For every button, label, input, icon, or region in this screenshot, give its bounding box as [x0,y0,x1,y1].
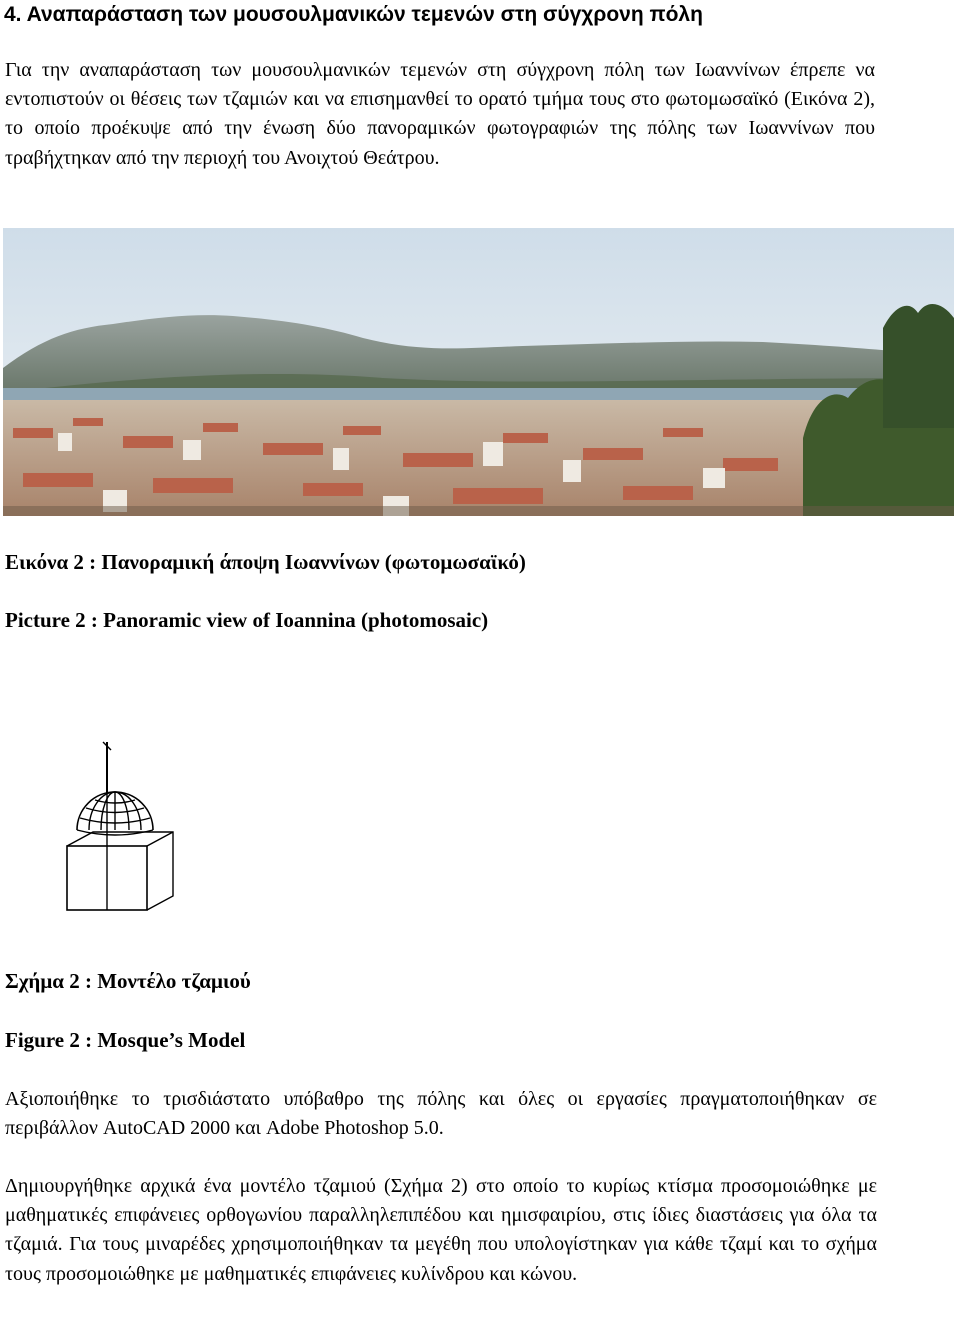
photo-caption-english: Picture 2 : Panoramic view of Ioannina (photomosaic) [5,608,489,632]
intro-paragraph: Για την αναπαράσταση των μουσουλμανικών τεμενών στη σύγχρονη πόλη των Ιωαννίνων έπρεπε να εντοπιστούν οι θέσεις των τζαμιών και να επισημανθεί το ορατό τμήμα τους στο φωτομωσαϊκό (Εικόνα 2), το οποίο προέκυψε από την ένωση δύο πανοραμικών φωτογραφιών της πόλης των Ιωαννίνων που τραβήχτηκαν από την περιοχή του Ανοιχτού Θεάτρου. [5,59,875,169]
model-paragraph: Δημιουργήθηκε αρχικά ένα μοντέλο τζαμιού (Σχήμα 2) στο οποίο το κυρίως κτίσμα προσομοιώθηκε με μαθηματικές επιφάνειες ορθογωνίου παραλληλεπιπέδου και ημισφαιρίου, στις ίδιες διαστάσεις για όλα τα τζαμιά. Για τους μιναρέδες χρησιμοποιήθηκαν τα μεγέθη που υπολογίστηκαν για κάθε τζαμί και το σχήμα τους προσομοιώθηκε με μαθηματικές επιφάνειες κυλίνδρου και κώνου. [5,1175,877,1285]
mosque-wireframe [55,738,195,916]
section-heading: 4. Αναπαράσταση των μουσουλμανικών τεμενών στη σύγχρονη πόλη [4,3,703,26]
software-paragraph: Αξιοποιήθηκε το τρισδιάστατο υπόβαθρο της πόλης και όλες οι εργασίες πραγματοποιήθηκαν σε περιβάλλον AutoCAD 2000 και Adobe Photoshop 5.0. [5,1088,877,1140]
model-caption-greek: Σχήμα 2 : Μοντέλο τζαμιού [5,969,251,993]
panoramic-photo [3,228,954,516]
foreground-edge [3,506,954,516]
photo-caption-greek: Εικόνα 2 : Πανοραμική άποψη Ιωαννίνων (φωτομωσαϊκό) [5,550,526,574]
tall-trees [883,304,954,428]
mosque-model-figure [55,738,195,916]
panorama-illustration [3,228,954,516]
model-caption-english: Figure 2 : Mosque’s Model [5,1028,246,1052]
